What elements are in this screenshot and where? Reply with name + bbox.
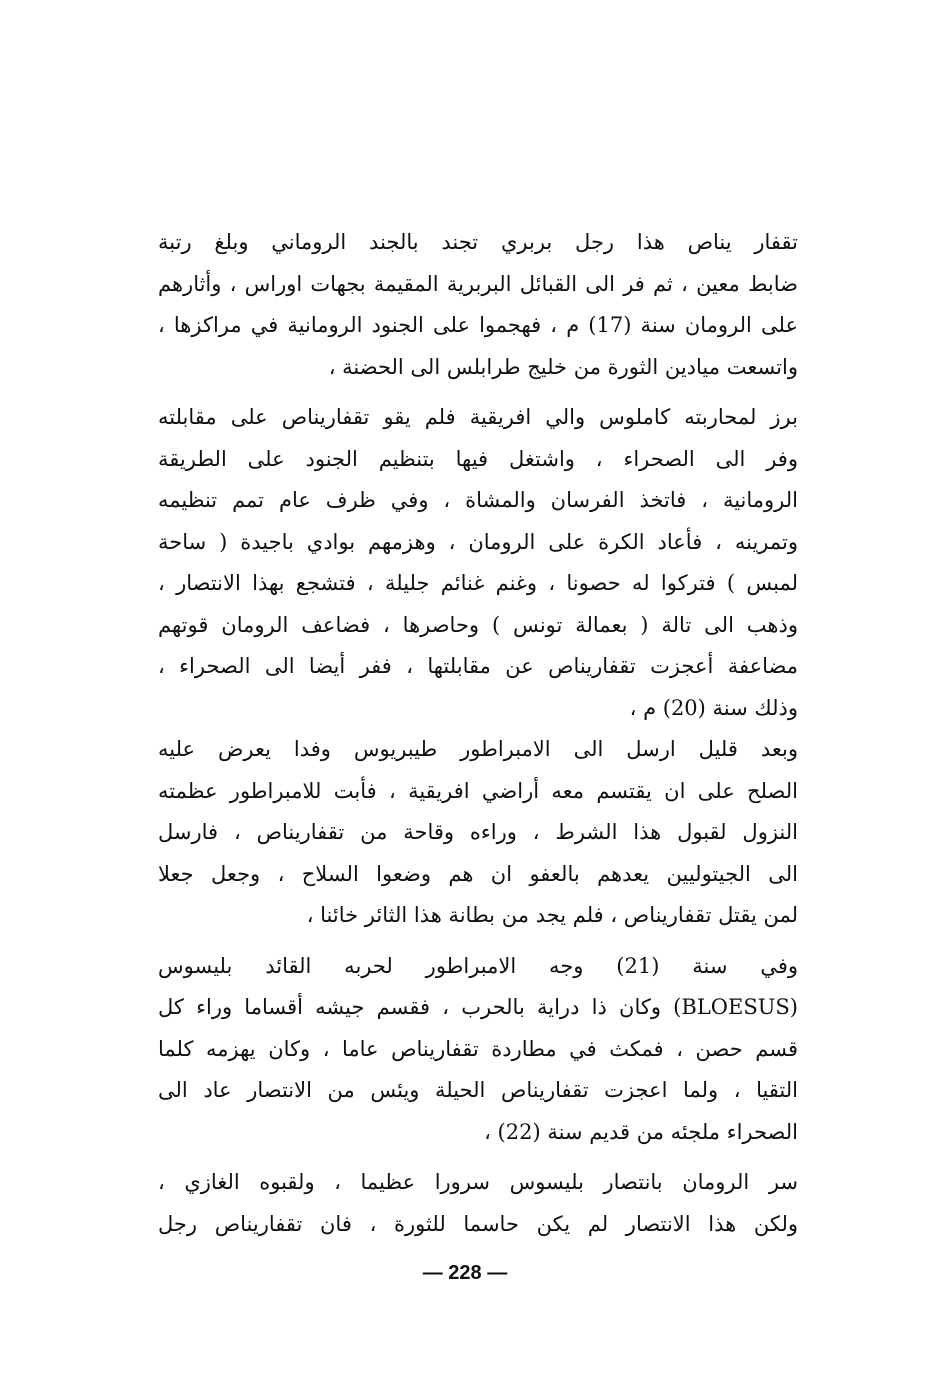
paragraph-4 — [158, 946, 798, 1154]
body-text — [158, 222, 798, 1245]
text-line: قسم حصن ، فمكث في مطاردة تقفاريناص عاما ، وكان يهزمه كلما — [158, 1036, 798, 1061]
text-line: (BLOESUS) وكان ذا دراية بالحرب ، فقسم جيشه أقساما وراء كل — [158, 995, 798, 1019]
paragraph-3 — [158, 729, 798, 937]
text-line: ولكن هذا الانتصار لم يكن حاسما للثورة ، فان تقفاريناص رجل — [158, 1211, 798, 1236]
text-line: الصحراء ملجئه من قديم سنة (22) ، — [484, 1119, 798, 1144]
text-line: سر الرومان بانتصار بليسوس سرورا عظيما ، ولقبوه الغازي ، — [158, 1170, 798, 1194]
text-line: النزول لقبول هذا الشرط ، وراءه وقاحة من تقفاريناص ، فارسل — [158, 820, 798, 844]
text-line: لمن يقتل تقفاريناص ، فلم يجد من بطانة هذا الثائر خائنا ، — [306, 903, 798, 927]
page-number: — 228 — — [422, 1262, 508, 1284]
paragraph-5 — [158, 1162, 798, 1245]
paragraph-1 — [158, 222, 798, 388]
paragraph-gap — [158, 1153, 798, 1162]
text-line: لمبس ) فتركوا له حصونا ، وغنم غنائم جليلة ، فتشجع بهذا الانتصار ، — [158, 571, 798, 595]
text-line: وذلك سنة (20) م ، — [629, 695, 798, 720]
text-line: على الرومان سنة (17) م ، فهجموا على الجنود الرومانية في مراكزها ، — [158, 313, 798, 337]
paragraph-gap — [158, 388, 798, 397]
text-line: الصلح على ان يقتسم معه أراضي افريقية ، فأبت للامبراطور عظمته — [158, 778, 798, 803]
text-line: الى الجيتوليين يعدهم بالعفو ان هم وضعوا السلاح ، وجعل جعلا — [158, 861, 798, 886]
text-line: وتمرينه ، فأعاد الكرة على الرومان ، وهزمهم بوادي باجيدة ( ساحة — [158, 529, 798, 554]
text-line: تقفار يناص هذا رجل بربري تجند بالجند الروماني وبلغ رتبة — [158, 230, 798, 254]
text-line: وفي سنة (21) وجه الامبراطور لحربه القائد بليسوس — [158, 953, 798, 978]
text-line: التقيا ، ولما اعجزت تقفاريناص الحيلة ويئس من الانتصار عاد الى — [158, 1078, 798, 1102]
text-line: وذهب الى تالة ( بعمالة تونس ) وحاصرها ، فضاعف الرومان قوتهم — [158, 612, 798, 637]
paragraph-gap — [158, 937, 798, 946]
text-line: ضابط معين ، ثم فر الى القبائل البربرية المقيمة بجهات اوراس ، وأثارهم — [158, 271, 798, 296]
text-line: وبعد قليل ارسل الى الامبراطور طيبريوس وفدا يعرض عليه — [158, 737, 798, 761]
text-line: برز لمحاربته كاملوس والي افريقية فلم يقو تقفاريناص على مقابلته — [158, 405, 798, 429]
text-line: واتسعت ميادين الثورة من خليج طرابلس الى الحضنة ، — [328, 354, 798, 379]
text-line: مضاعفة أعجزت تقفاريناص عن مقابلتها ، ففر أيضا الى الصحراء ، — [158, 654, 798, 678]
text-line: وفر الى الصحراء ، واشتغل فيها بتنظيم الجنود على الطريقة — [158, 446, 798, 471]
paragraph-2 — [158, 397, 798, 729]
text-line: الرومانية ، فاتخذ الفرسان والمشاة ، وفي ظرف عام تمم تنظيمه — [158, 488, 798, 512]
